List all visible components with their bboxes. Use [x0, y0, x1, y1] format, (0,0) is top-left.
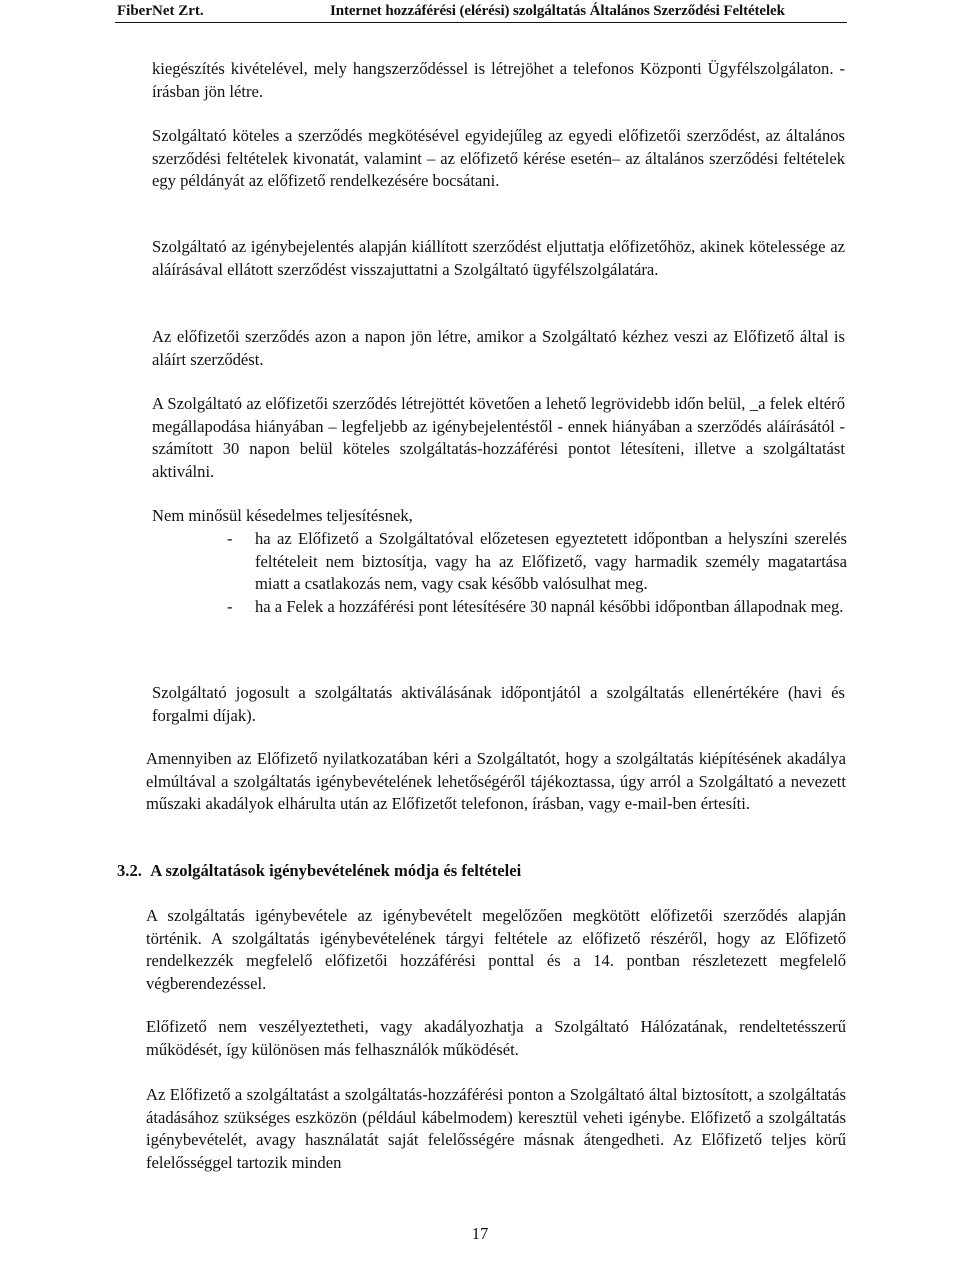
section-number: 3.2. — [117, 861, 142, 880]
bullet-text: ha az Előfizető a Szolgáltatóval előzetesen egyeztetett időpontban a helyszíni szerelés feltételeit nem biztosítja, vagy ha az Előfizető, vagy harmadik személy magatartása miatt a csatlakozás nem, vagy csak később valósulhat meg. — [255, 529, 847, 594]
paragraph-contract-duty: Szolgáltató köteles a szerződés megkötésével egyidejűleg az egyedi előfizetői szerződést, az általános szerződési feltételek kivonatát, valamint – az előfizető kérése esetén– az általános szerződési feltételek egy példányát az előfizető rendelkezésére bocsátani. — [152, 126, 845, 191]
page-number: 17 — [471, 1224, 489, 1243]
section-title: A szolgáltatások igénybevételének módja és feltételei — [150, 861, 522, 880]
paragraph-notification: Amennyiben az Előfizető nyilatkozatában kéri a Szolgáltatót, hogy a szolgáltatás kiépítésének akadálya elmúltával a szolgáltatás igénybevételének lehetőségéről tájékoztassa, úgy arról a Szolgáltató a nevezett műszaki akadályok elhárulta után az Előfizetőt telefonon, írásban, vagy e-mail-ben értesíti. — [146, 749, 846, 814]
header-company: FiberNet Zrt. — [117, 3, 204, 19]
paragraph-fee-right: Szolgáltató jogosult a szolgáltatás aktiválásának időpontjától a szolgáltatás ellenértékére (havi és forgalmi díjak). — [152, 683, 845, 725]
paragraph-service-access: Az Előfizető a szolgáltatást a szolgáltatás-hozzáférési ponton a Szolgáltató által biztosított, a szolgáltatás átadásához szükséges eszközön (például kábelmodem) keresztül veheti igénybe. Előfizető a szolgáltatás igénybevételét, avagy használatát saját felelősségére másnak átengedheti. Az Előfizető teljes körű felelősséggel tartozik minden — [146, 1085, 846, 1172]
paragraph-not-delay: Nem minősül késedelmes teljesítésnek, — [152, 506, 413, 525]
paragraph-intro: kiegészítés kivételével, mely hangszerződéssel is létrejöhet a telefonos Központi Ügyfélszolgálaton. - írásban jön létre. — [152, 59, 845, 101]
page-header — [0, 0, 960, 26]
paragraph-usage-conditions: A szolgáltatás igénybevétele az igénybevételt megelőzően megkötött előfizetői szerződés alapján történik. A szolgáltatás igénybevételének tárgyi feltétele az előfizető részéről, hogy az Előfizető rendelkezzék megfelelő előfizetői hozzáférési ponttal és a 14. pontban részletezett megfelelő végberendezéssel. — [146, 906, 846, 993]
bullet-dash: - — [227, 529, 233, 548]
bullet-list — [227, 528, 847, 618]
section-heading — [117, 860, 521, 882]
list-item — [227, 528, 847, 596]
paragraph-activation-deadline: A Szolgáltató az előfizetői szerződés létrejöttét követően a lehető legrövidebb időn belül, _a felek eltérő megállapodása hiányában – legfeljebb az igénybejelentéstől - ennek hiányában a szerződés aláírásától - számított 30 napon belül köteles szolgáltatás-hozzáférési pontot létesíteni, illetve a szolgáltatást aktiválni. — [152, 394, 845, 481]
paragraph-network-safety: Előfizető nem veszélyeztetheti, vagy akadályozhatja a Szolgáltató Hálózatának, rendeltetésszerű működését, így különösen más felhasználók működését. — [146, 1017, 846, 1059]
list-item — [227, 596, 847, 619]
header-title: Internet hozzáférési (elérési) szolgáltatás Általános Szerződési Feltételek — [330, 3, 785, 19]
paragraph-contract-delivery: Szolgáltató az igénybejelentés alapján kiállított szerződést eljuttatja előfizetőhöz, akinek kötelessége az aláírásával ellátott szerződést visszajuttatni a Szolgáltató ügyfélszolgálatára. — [152, 237, 845, 279]
paragraph-contract-effective: Az előfizetői szerződés azon a napon jön létre, amikor a Szolgáltató kézhez veszi az Előfizető által is aláírt szerződést. — [152, 327, 845, 369]
header-rule — [115, 22, 847, 23]
bullet-dash: - — [227, 596, 233, 616]
bullet-text: ha a Felek a hozzáférési pont létesítésére 30 napnál későbbi időpontban állapodnak meg. — [255, 596, 844, 616]
